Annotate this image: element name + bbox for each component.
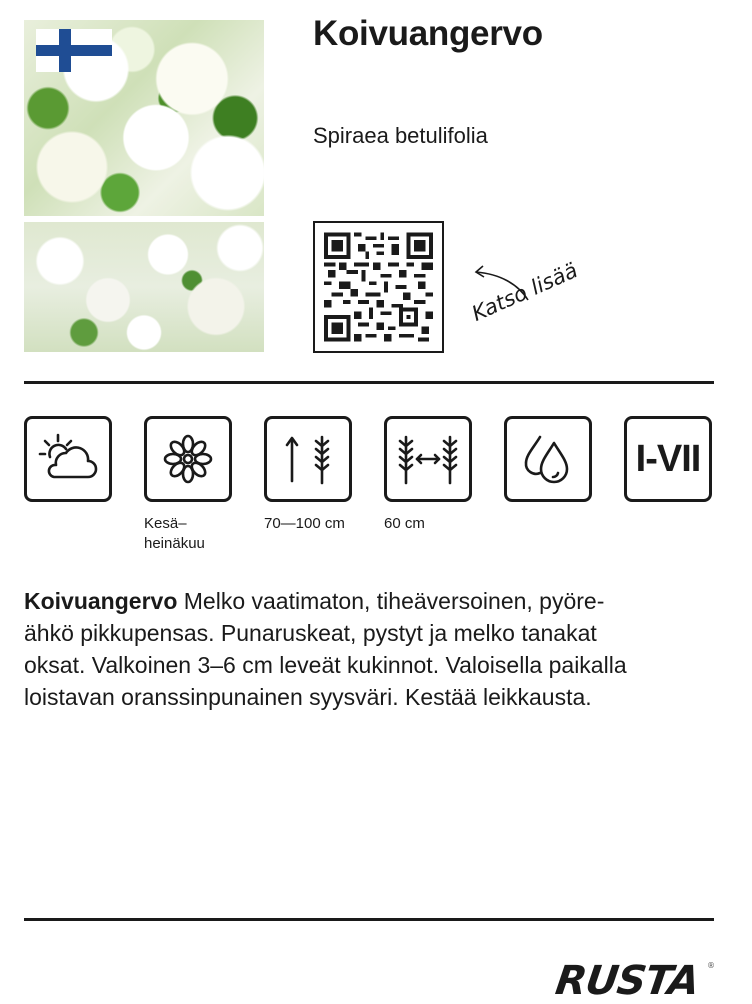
hardiness-zone-value: I-VII xyxy=(635,437,701,480)
height-arrow-icon xyxy=(264,416,352,502)
description-line: oksat. Valkoinen 3–6 cm leveät kukinnot. Valoisella paikalla xyxy=(24,652,627,678)
spacing-arrow-icon xyxy=(384,416,472,502)
bloom-time-label xyxy=(144,514,205,554)
plant-description xyxy=(24,585,724,713)
bloom-time-line1: Kesä– xyxy=(144,515,187,532)
description-line: Melko vaatimaton, tiheäversoinen, pyöre- xyxy=(183,588,605,614)
description-line: ähkö pikkupensas. Punaruskeat, pystyt ja melko tanakat xyxy=(24,620,597,646)
plant-latin-name: Spiraea betulifolia xyxy=(313,123,488,148)
flower-icon xyxy=(144,416,232,502)
bloom-time-line2: heinäkuu xyxy=(144,535,205,552)
spacing-label: 60 cm xyxy=(384,515,425,532)
finland-flag-icon xyxy=(36,29,112,72)
qr-code[interactable] xyxy=(313,221,444,353)
spiraea-shrub-photo xyxy=(24,222,264,352)
rusta-logo: RUSTA xyxy=(552,958,702,1004)
description-lead: Koivuangervo xyxy=(24,588,178,614)
height-label: 70—100 cm xyxy=(264,515,345,532)
sun-cloud-icon xyxy=(24,416,112,502)
divider-top xyxy=(24,381,714,384)
divider-bottom xyxy=(24,918,714,921)
water-drops-icon xyxy=(504,416,592,502)
see-more-link[interactable]: Katso lisää xyxy=(468,258,582,326)
hardiness-zone-icon xyxy=(624,416,712,502)
plant-common-name: Koivuangervo xyxy=(313,14,543,53)
registered-mark: ® xyxy=(707,961,715,970)
qr-code-icon xyxy=(324,232,433,342)
description-line: loistavan oranssinpunainen syysväri. Kestää leikkausta. xyxy=(24,684,592,710)
